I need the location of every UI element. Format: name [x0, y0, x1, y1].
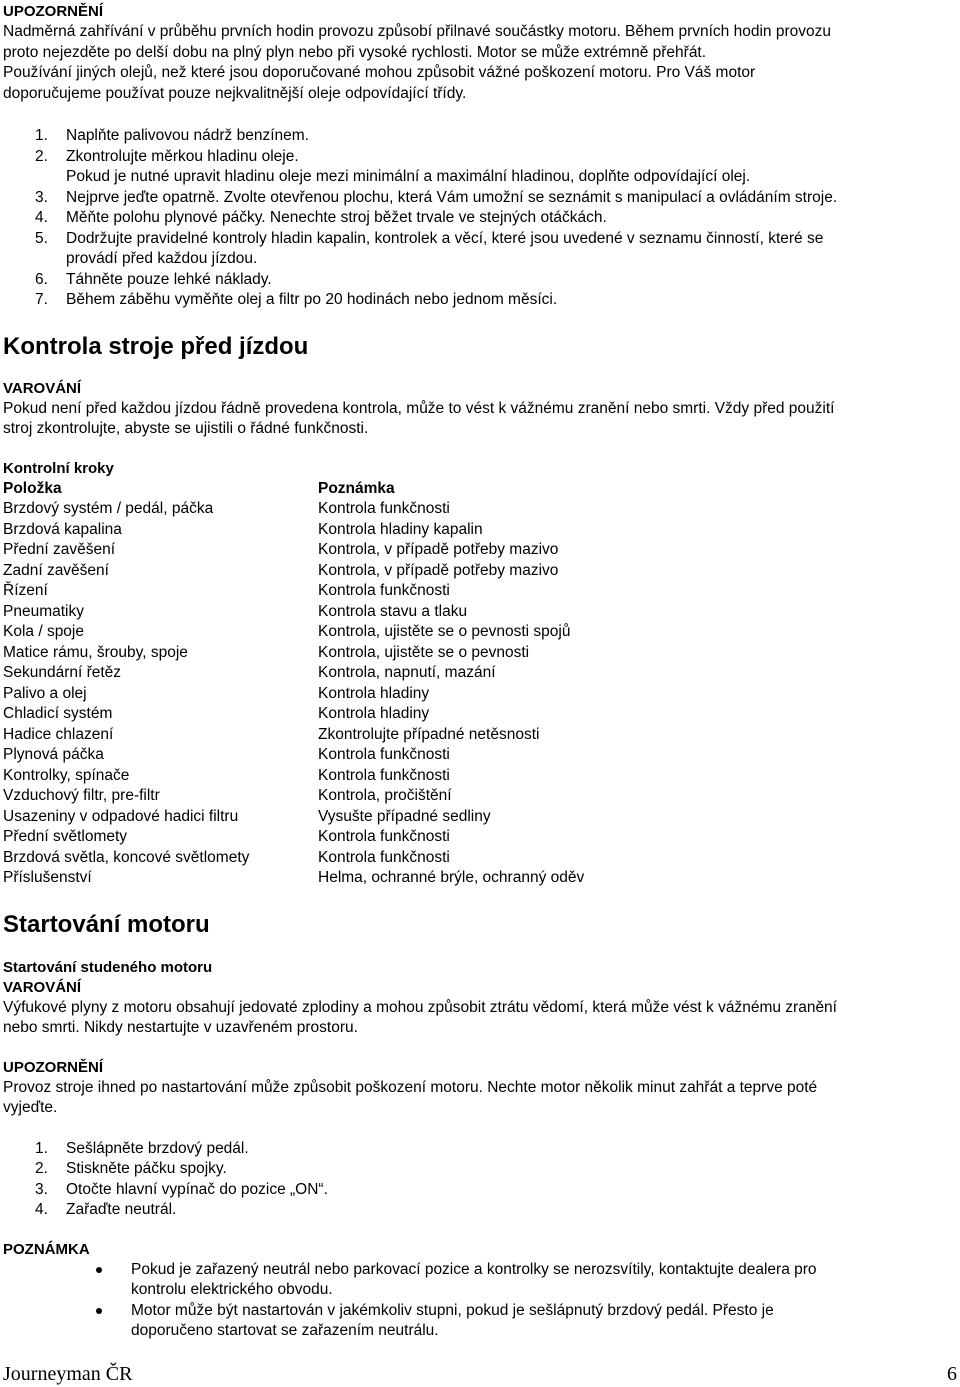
table-cell-item: Hadice chlazení: [3, 725, 114, 743]
table-cell-note: Vysušte případné sedliny: [318, 807, 491, 825]
bullet-icon: [96, 1308, 102, 1314]
page-number: 6: [947, 1363, 957, 1385]
table-cell-item: Usazeniny v odpadové hadici filtru: [3, 807, 239, 825]
table-cell-item: Přední zavěšení: [3, 541, 116, 558]
table-cell-item: Kontrolky, spínače: [3, 766, 130, 784]
table-row: [3, 704, 957, 725]
table-row: [3, 827, 957, 848]
table-cell-note: Kontrola funkčnosti: [318, 582, 450, 599]
table-cell-note: Kontrola, v případě potřeby mazivo: [318, 541, 559, 558]
column-header-note: Poznámka: [318, 479, 395, 497]
table-row: [3, 643, 957, 664]
breakin-steps-list: [3, 126, 957, 311]
notice-block: [3, 2, 957, 104]
table-cell-item: Přední světlomety: [3, 828, 128, 845]
table-cell-item: Brzdová světla, koncové světlomety: [3, 848, 250, 866]
table-cell-item: Pneumatiky: [3, 602, 84, 620]
start-notice-block: [3, 1058, 957, 1119]
table-cell-note: Kontrola funkčnosti: [318, 746, 450, 763]
table-row: [3, 540, 957, 561]
table-cell-note: Kontrola stavu a tlaku: [318, 602, 468, 620]
table-cell-note: Kontrola, ujistěte se o pevnosti spojů: [318, 623, 571, 640]
table-row: [3, 786, 957, 807]
notice-text: Provoz stroje ihned po nastartování může způsobit poškození motoru. Nechte motor několik minut zahřát a teprve poté vyjeďte.: [3, 1078, 818, 1116]
table-cell-item: Zadní zavěšení: [3, 561, 109, 579]
document-page: [3, 2, 957, 1342]
table-row: [3, 561, 957, 582]
table-row: [3, 868, 957, 889]
table-cell-note: Kontrola, napnutí, mazání: [318, 664, 496, 681]
table-row: [3, 807, 957, 828]
table-row: [3, 745, 957, 766]
table-cell-note: Kontrola, ujistěte se o pevnosti: [318, 643, 530, 661]
table-cell-note: Kontrola, v případě potřeby mazivo: [318, 561, 559, 579]
note-block: [3, 1240, 957, 1342]
table-cell-note: Helma, ochranné brýle, ochranný oděv: [318, 869, 585, 886]
note-bullet-list: [3, 1260, 957, 1342]
table-row: [3, 663, 957, 684]
table-body: [3, 499, 957, 889]
table-cell-note: Kontrola funkčnosti: [318, 500, 450, 517]
notice-line: Nadměrná zahřívání v průběhu prvních hodin provozu způsobí přilnavé součástky motoru. Během prvních hodin provozu: [3, 23, 831, 40]
list-item: 7. Během záběhu vyměňte olej a filtr po 20 hodinách nebo jednom měsíci.: [35, 291, 558, 308]
list-item: 1. Naplňte palivovou nádrž benzínem.: [35, 127, 309, 144]
table-cell-note: Kontrola, pročištění: [318, 787, 452, 804]
page-footer: [3, 1362, 957, 1386]
table-row: [3, 848, 957, 869]
table-row: [3, 766, 957, 787]
table-cell-item: Sekundární řetěz: [3, 664, 122, 681]
warning-text: Pokud není před každou jízdou řádně provedena kontrola, může to vést k vážnému zranění nebo smrti. Vždy před použití stroj zkontrolujte, abyste se ujistili o řádné funkčnosti.: [3, 399, 835, 437]
table-cell-item: Brzdová kapalina: [3, 520, 122, 538]
notice-text: [3, 22, 957, 104]
warning-text: Výfukové plyny z motoru obsahují jedovaté zplodiny a mohou způsobit ztrátu vědomí, která může vést k vážnému zranění nebo smrti. Nikdy nestartujte v uzavřeném prostoru.: [3, 998, 837, 1036]
start-block: [3, 958, 957, 1039]
list-item: 3. Nejprve jeďte opatrně. Zvolte otevřenou plochu, která Vám umožní se seznámit s manipulací a ovládáním stroje.: [35, 188, 838, 206]
warning-label: VAROVÁNÍ: [3, 978, 82, 996]
table-cell-note: Zkontrolujte případné netěsnosti: [318, 725, 540, 743]
section-heading-start: Startování motoru: [3, 910, 210, 938]
table-row: [3, 581, 957, 602]
check-table: [3, 479, 957, 889]
section-heading-check: Kontrola stroje před jízdou: [3, 332, 309, 360]
list-item: 2. Zkontrolujte měrkou hladinu oleje. Pokud je nutné upravit hladinu oleje mezi minimální a maximální hladinou, doplňte odpovídající olej.: [35, 147, 751, 185]
warning-label: VAROVÁNÍ: [3, 379, 82, 397]
check-steps-title: Kontrolní kroky: [3, 459, 114, 477]
list-item: 4. Měňte polohu plynové páčky. Nenechte stroj běžet trvale ve stejných otáčkách.: [35, 209, 607, 226]
list-item: Motor může být nastartován v jakémkoliv stupni, pokud je sešlápnutý brzdový pedál. Přesto je doporučeno startovat se zařazením neutrálu.: [3, 1301, 957, 1342]
table-cell-note: Kontrola hladiny: [318, 684, 430, 702]
list-item: 2. Stiskněte páčku spojky.: [35, 1160, 227, 1177]
warning-block: [3, 379, 957, 440]
notice-label: UPOZORNĚNÍ: [3, 1058, 104, 1076]
table-row: [3, 622, 957, 643]
list-item: 5. Dodržujte pravidelné kontroly hladin kapalin, kontrolek a věcí, které jsou uvedené v seznamu činností, které se provádí před každou jízdou.: [35, 229, 824, 267]
table-cell-note: Kontrola funkčnosti: [318, 828, 450, 845]
check-steps-block: [3, 459, 957, 889]
table-row: [3, 499, 957, 520]
list-item: 4. Zařaďte neutrál.: [35, 1201, 177, 1218]
table-cell-item: Palivo a olej: [3, 684, 87, 702]
table-cell-item: Příslušenství: [3, 869, 92, 886]
table-cell-item: Brzdový systém / pedál, páčka: [3, 500, 214, 517]
list-item: 1. Sešlápněte brzdový pedál.: [35, 1139, 249, 1157]
list-item: 3. Otočte hlavní vypínač do pozice „ON“.: [35, 1180, 328, 1198]
bullet-icon: [96, 1267, 102, 1273]
table-cell-item: Plynová páčka: [3, 746, 104, 763]
table-cell-note: Kontrola funkčnosti: [318, 848, 450, 866]
list-item: Pokud je zařazený neutrál nebo parkovací pozice a kontrolky se nerozsvítily, kontaktujte dealera pro kontrolu elektrického obvodu.: [3, 1260, 957, 1301]
notice-line: Používání jiných olejů, než které jsou doporučované mohou způsobit vážné poškození motoru. Pro Váš motor: [3, 64, 756, 81]
table-row: [3, 602, 957, 623]
table-row: [3, 725, 957, 746]
table-cell-note: Kontrola funkčnosti: [318, 766, 450, 784]
start-subtitle: Startování studeného motoru: [3, 958, 213, 976]
start-steps-list: [3, 1139, 957, 1221]
table-row: [3, 520, 957, 541]
list-item: 6. Táhněte pouze lehké náklady.: [35, 270, 272, 288]
notice-line: proto nejezděte po delší dobu na plný plyn nebo při vysoké rychlosti. Motor se může extrémně přehřát.: [3, 43, 707, 61]
table-cell-item: Řízení: [3, 582, 48, 599]
notice-line: doporučujeme používat pouze nejkvalitnější oleje odpovídající třídy.: [3, 84, 467, 102]
table-header: [3, 479, 957, 500]
table-cell-note: Kontrola hladiny: [318, 705, 430, 722]
notice-label: UPOZORNĚNÍ: [3, 3, 104, 20]
table-cell-item: Matice rámu, šrouby, spoje: [3, 643, 188, 661]
note-label: POZNÁMKA: [3, 1240, 90, 1258]
column-header-item: Položka: [3, 479, 62, 497]
footer-brand: Journeyman ČR: [3, 1363, 133, 1385]
table-row: [3, 684, 957, 705]
table-cell-item: Vzduchový filtr, pre-filtr: [3, 787, 160, 804]
table-cell-item: Chladicí systém: [3, 705, 113, 722]
table-cell-item: Kola / spoje: [3, 623, 84, 640]
table-cell-note: Kontrola hladiny kapalin: [318, 520, 483, 538]
